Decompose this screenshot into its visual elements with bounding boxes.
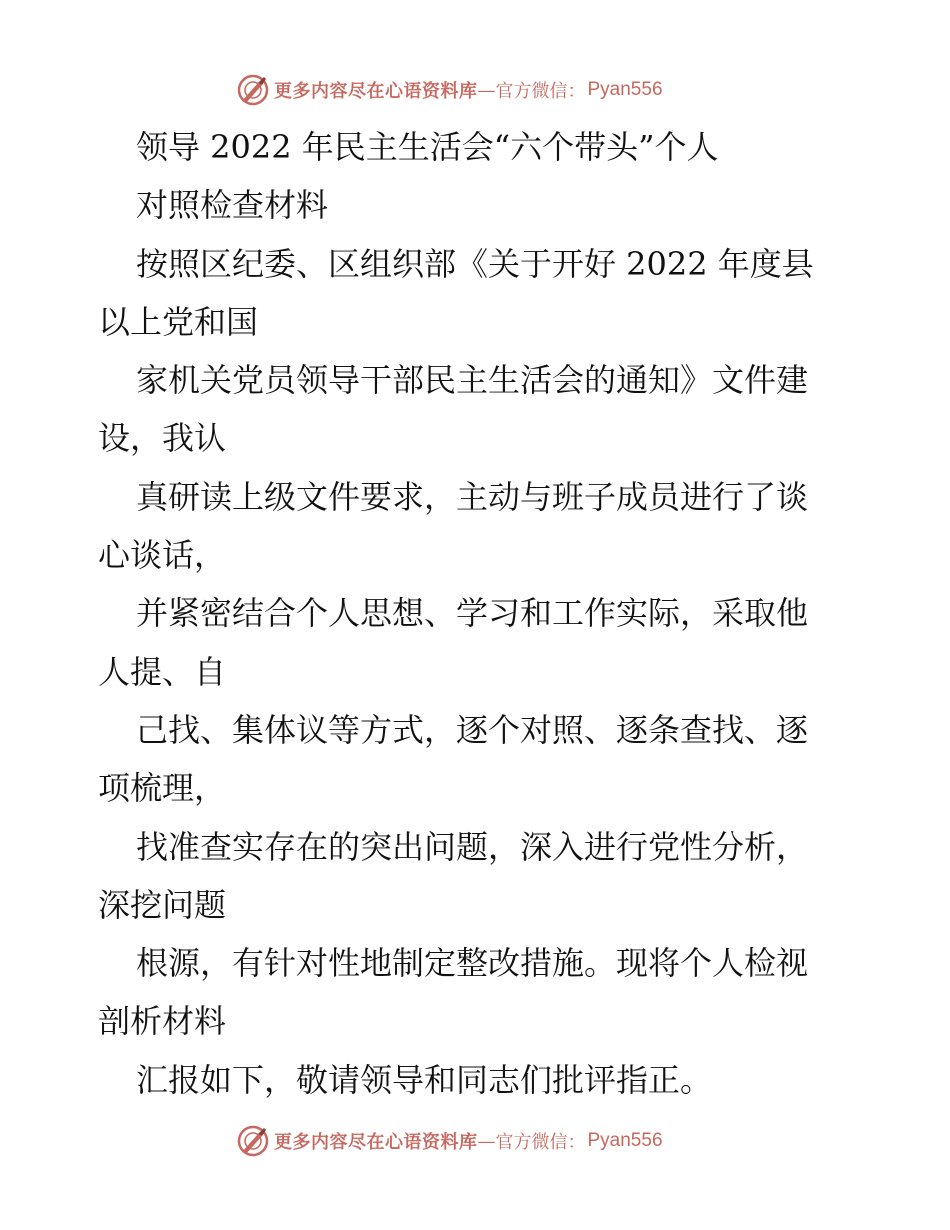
watermark-label: 官方微信：	[495, 81, 586, 102]
text-line: 领导 2022 年民主生活会“六个带头”个人	[136, 128, 719, 166]
document-body	[98, 118, 858, 1109]
watermark-label: 官方微信：	[495, 1132, 586, 1153]
text-line: 心谈话，	[98, 536, 227, 575]
watermark-dash: —	[477, 79, 496, 101]
text-line: 设，我认	[98, 419, 227, 458]
text-line: 找准查实存在的突出问题，深入进行党性分析，	[136, 827, 809, 866]
watermark-brand: 更多内容尽在心语资料库	[274, 81, 478, 102]
text-line: 以上党和国	[98, 302, 259, 341]
text-line: 家机关党员领导干部民主生活会的通知》文件建	[136, 361, 809, 400]
watermark-id: Pyan556	[587, 1130, 663, 1151]
watermark-id: Pyan556	[587, 79, 663, 100]
text-line: 对照检查材料	[136, 186, 329, 225]
text-line: 剖析材料	[98, 1002, 227, 1041]
text-line: 项梳理，	[98, 769, 227, 808]
header-watermark	[236, 73, 663, 107]
text-line: 根源，有针对性地制定整改措施。现将个人检视	[136, 944, 809, 983]
text-line: 己找、集体议等方式，逐个对照、逐条查找、逐	[136, 710, 809, 749]
text-line: 按照区纪委、区组织部《关于开好 2022 年度县	[136, 244, 814, 283]
text-line: 真研读上级文件要求，主动与班子成员进行了谈	[136, 477, 809, 516]
watermark-brand: 更多内容尽在心语资料库	[274, 1132, 478, 1153]
brand-logo-icon	[236, 1124, 270, 1158]
brand-logo-icon	[236, 73, 270, 107]
watermark-dash: —	[477, 1130, 496, 1152]
text-line: 并紧密结合个人思想、学习和工作实际，采取他	[136, 594, 809, 633]
footer-watermark	[236, 1124, 663, 1158]
text-line: 人提、自	[98, 652, 227, 691]
text-line: 汇报如下，敬请领导和同志们批评指正。	[136, 1060, 713, 1099]
text-line: 深挖问题	[98, 885, 227, 924]
